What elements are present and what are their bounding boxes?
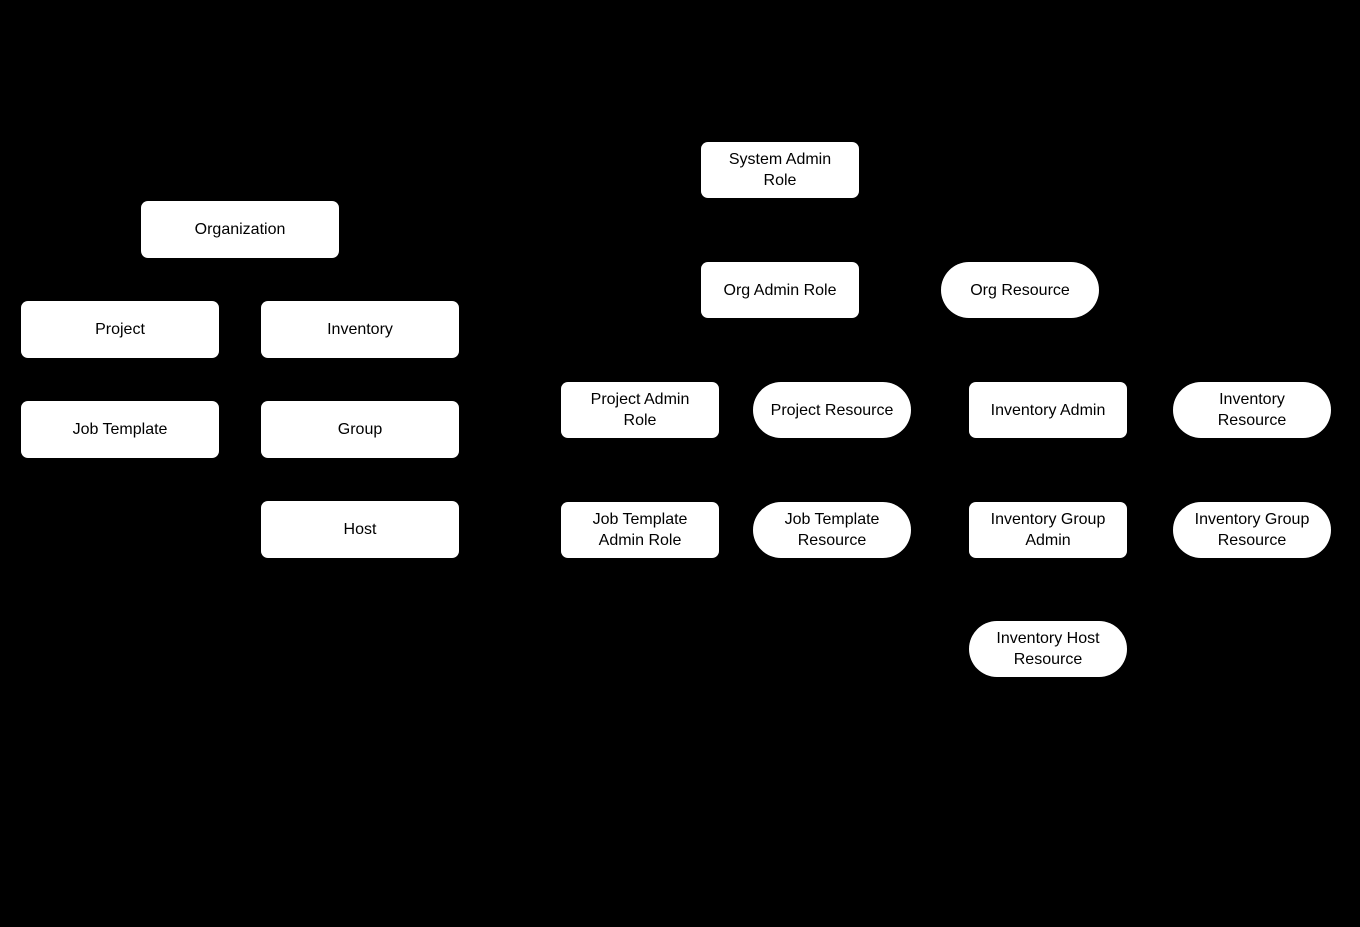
job-template-node xyxy=(21,401,219,458)
job-template-admin-role-label-line: Job Template xyxy=(592,511,688,528)
job-template-label-line: Job Template xyxy=(72,421,168,438)
inventory-group-admin-label-line: Inventory Group xyxy=(990,511,1106,528)
system-admin-role-label-line: System Admin xyxy=(728,151,832,168)
system-admin-role-label-line: Role xyxy=(763,172,797,189)
organization-label-line: Organization xyxy=(194,221,286,238)
org-admin-role-node xyxy=(701,262,859,318)
project-admin-role-node xyxy=(561,382,719,438)
job-template-resource-node xyxy=(753,502,911,558)
inventory-label-line: Inventory xyxy=(327,321,393,338)
inventory-group-resource-node xyxy=(1173,502,1331,558)
job-template-resource-label-line: Job Template xyxy=(784,511,880,528)
host-label-line: Host xyxy=(343,521,377,538)
group-label-line: Group xyxy=(337,421,383,438)
host-node xyxy=(261,501,459,558)
job-template-admin-role-label-line: Admin Role xyxy=(598,532,682,549)
inventory-group-resource-label-line: Resource xyxy=(1217,532,1287,549)
inventory-group-admin-label-line: Admin xyxy=(1025,532,1071,549)
inventory-node xyxy=(261,301,459,358)
inventory-group-resource-label-line: Inventory Group xyxy=(1194,511,1310,528)
inventory-resource-label-line: Resource xyxy=(1217,412,1287,429)
project-admin-role-label-line: Role xyxy=(623,412,657,429)
project-resource-node xyxy=(753,382,911,438)
job-template-resource-label-line: Resource xyxy=(797,532,867,549)
organization-node xyxy=(141,201,339,258)
system-admin-role-node xyxy=(701,142,859,198)
inventory-host-resource-label-line: Inventory Host xyxy=(996,630,1100,647)
inventory-admin-node xyxy=(969,382,1127,438)
project-resource-label-line: Project Resource xyxy=(770,401,894,419)
org-resource-label-line: Org Resource xyxy=(970,281,1070,299)
group-node xyxy=(261,401,459,458)
org-admin-role-label-line: Org Admin Role xyxy=(723,281,837,299)
project-node xyxy=(21,301,219,358)
inventory-admin-label-line: Inventory Admin xyxy=(990,401,1106,419)
org-resource-node xyxy=(941,262,1099,318)
inventory-host-resource-label-line: Resource xyxy=(1013,651,1083,668)
inventory-group-admin-node xyxy=(969,502,1127,558)
inventory-host-resource-node xyxy=(969,621,1127,677)
inventory-resource-node xyxy=(1173,382,1331,438)
inventory-resource-label-line: Inventory xyxy=(1219,391,1285,408)
job-template-admin-role-node xyxy=(561,502,719,558)
project-admin-role-label-line: Project Admin xyxy=(590,391,690,408)
project-label-line: Project xyxy=(95,321,145,338)
